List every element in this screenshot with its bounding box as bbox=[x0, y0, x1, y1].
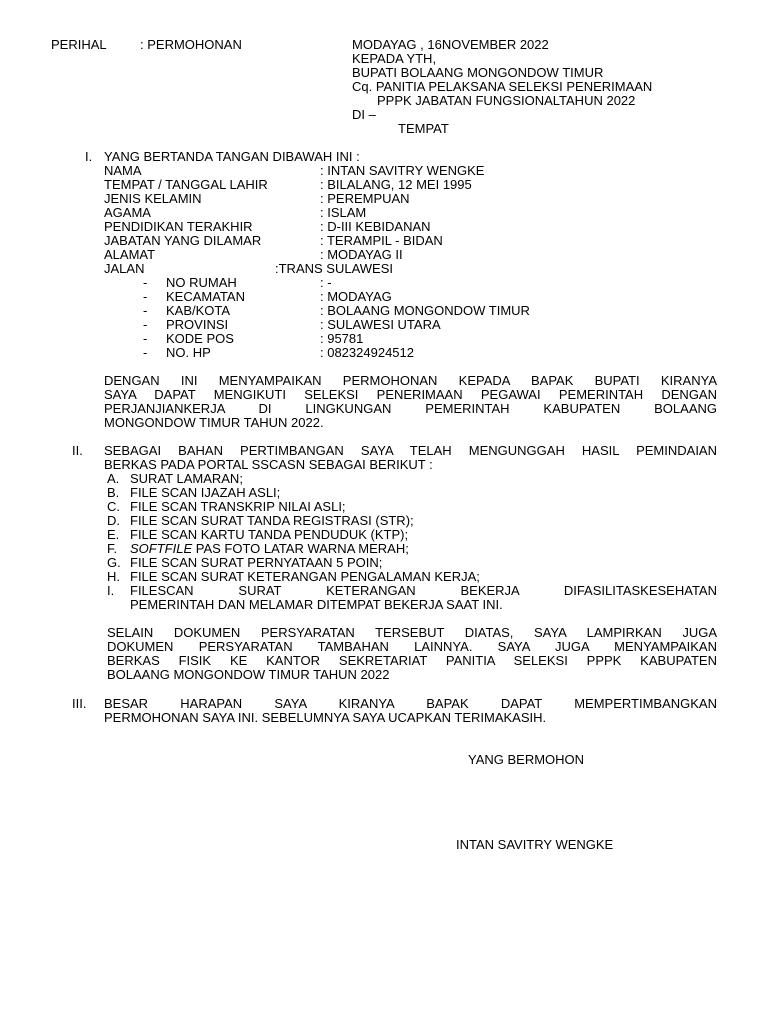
field-value: : D-III KEBIDANAN bbox=[320, 219, 431, 234]
recipient-line: KEPADA YTH, bbox=[352, 51, 437, 66]
field-label: ALAMAT bbox=[104, 247, 156, 262]
paragraph-line: PERJANJIANKERJA DI LINGKUNGAN PEMERINTAH KABUPATEN BOLAANG bbox=[104, 401, 717, 416]
perihal-label: PERIHAL bbox=[51, 37, 107, 52]
paragraph-line: BERKAS FISIK KE KANTOR SEKRETARIAT PANITIA SELEKSI PPPK KABUPATEN bbox=[107, 653, 717, 668]
address-dash: - bbox=[143, 275, 148, 290]
recipient-line: BUPATI BOLAANG MONGONDOW TIMUR bbox=[352, 65, 604, 80]
address-dash: - bbox=[143, 303, 148, 318]
list-item: FILE SCAN TRANSKRIP NILAI ASLI; bbox=[130, 499, 346, 514]
address-dash: - bbox=[143, 345, 148, 360]
paragraph-line: BOLAANG MONGONDOW TIMUR TAHUN 2022 bbox=[107, 667, 390, 682]
list-letter: F. bbox=[107, 541, 118, 556]
field-value: : ISLAM bbox=[320, 205, 367, 220]
field-label: PENDIDIKAN TERAKHIR bbox=[104, 219, 253, 234]
softfile-italic: SOFTFILE bbox=[130, 541, 193, 556]
letter-date: MODAYAG , 16NOVEMBER 2022 bbox=[352, 37, 549, 52]
address-value: : - bbox=[320, 275, 332, 290]
field-value: : INTAN SAVITRY WENGKE bbox=[320, 163, 485, 178]
address-dash: - bbox=[143, 317, 148, 332]
field-value: : MODAYAG II bbox=[320, 247, 403, 262]
list-letter: A. bbox=[107, 471, 120, 486]
section-3-line: PERMOHONAN SAYA INI. SEBELUMNYA SAYA UCAPKAN TERIMAKASIH. bbox=[104, 710, 547, 725]
section-2-intro: SEBAGAI BAHAN PERTIMBANGAN SAYA TELAH MENGUNGGAH HASIL PEMINDAIAN bbox=[104, 443, 717, 458]
jalan-value: :TRANS SULAWESI bbox=[275, 261, 393, 276]
list-letter: B. bbox=[107, 485, 120, 500]
perihal-value: : PERMOHONAN bbox=[140, 37, 242, 52]
section-1-intro: YANG BERTANDA TANGAN DIBAWAH INI : bbox=[104, 149, 360, 164]
recipient-line: TEMPAT bbox=[398, 121, 449, 136]
field-label: NAMA bbox=[104, 163, 142, 178]
field-label: JENIS KELAMIN bbox=[104, 191, 202, 206]
address-dash: - bbox=[143, 289, 148, 304]
list-item-text: PAS FOTO LATAR WARNA MERAH; bbox=[192, 541, 409, 556]
address-value: : 082324924512 bbox=[320, 345, 414, 360]
list-letter: C. bbox=[107, 499, 120, 514]
list-item: SURAT LAMARAN; bbox=[130, 471, 243, 486]
address-dash: - bbox=[143, 331, 148, 346]
address-label: PROVINSI bbox=[166, 317, 229, 332]
field-label: TEMPAT / TANGGAL LAHIR bbox=[104, 177, 268, 192]
recipient-line: PPPK JABATAN FUNGSIONALTAHUN 2022 bbox=[377, 93, 636, 108]
signatory-name: INTAN SAVITRY WENGKE bbox=[456, 837, 614, 852]
section-1-numeral: I. bbox=[85, 149, 93, 164]
field-value: : TERAMPIL - BIDAN bbox=[320, 233, 443, 248]
field-label: JABATAN YANG DILAMAR bbox=[104, 233, 262, 248]
paragraph-line: DENGAN INI MENYAMPAIKAN PERMOHONAN KEPADA BAPAK BUPATI KIRANYA bbox=[104, 373, 717, 388]
address-label: KODE POS bbox=[166, 331, 234, 346]
list-item: FILE SCAN SURAT KETERANGAN PENGALAMAN KERJA; bbox=[130, 569, 480, 584]
recipient-line: Cq. PANITIA PELAKSANA SELEKSI PENERIMAAN bbox=[352, 79, 653, 94]
list-item: FILE SCAN SURAT TANDA REGISTRASI (STR); bbox=[130, 513, 414, 528]
paragraph-line: SELAIN DOKUMEN PERSYARATAN TERSEBUT DIATAS, SAYA LAMPIRKAN JUGA bbox=[107, 625, 717, 640]
list-item: FILE SCAN IJAZAH ASLI; bbox=[130, 485, 281, 500]
list-letter: I. bbox=[107, 583, 115, 598]
list-item: FILE SCAN SURAT PERNYATAAN 5 POIN; bbox=[130, 555, 383, 570]
field-value: : PEREMPUAN bbox=[320, 191, 410, 206]
section-3-numeral: III. bbox=[72, 696, 87, 711]
section-2-intro: BERKAS PADA PORTAL SSCASN SEBAGAI BERIKUT : bbox=[104, 457, 433, 472]
paragraph-line: SAYA DAPAT MENGIKUTI SELEKSI PENERIMAAN PEGAWAI PEMERINTAH DENGAN bbox=[104, 387, 717, 402]
address-label: NO. HP bbox=[166, 345, 211, 360]
field-value: : BILALANG, 12 MEI 1995 bbox=[320, 177, 472, 192]
list-item: FILESCAN SURAT KETERANGAN BEKERJA DIFASILITASKESEHATAN bbox=[130, 583, 717, 598]
address-value: : MODAYAG bbox=[320, 289, 392, 304]
address-value: : 95781 bbox=[320, 331, 364, 346]
recipient-line: DI – bbox=[352, 107, 376, 122]
list-item-continuation: PEMERINTAH DAN MELAMAR DITEMPAT BEKERJA SAAT INI. bbox=[130, 597, 503, 612]
list-letter: G. bbox=[107, 555, 121, 570]
paragraph-line: MONGONDOW TIMUR TAHUN 2022. bbox=[104, 415, 324, 430]
list-letter: E. bbox=[107, 527, 120, 542]
closing-text: YANG BERMOHON bbox=[468, 752, 585, 767]
section-2-numeral: II. bbox=[72, 443, 83, 458]
section-3-line: BESAR HARAPAN SAYA KIRANYA BAPAK DAPAT MEMPERTIMBANGKAN bbox=[104, 696, 717, 711]
address-label: KAB/KOTA bbox=[166, 303, 231, 318]
paragraph-line: DOKUMEN PERSYARATAN TAMBAHAN LAINNYA. SAYA JUGA MENYAMPAIKAN bbox=[107, 639, 717, 654]
list-item bbox=[130, 542, 409, 556]
address-value: : BOLAANG MONGONDOW TIMUR bbox=[320, 303, 530, 318]
list-item: FILE SCAN KARTU TANDA PENDUDUK (KTP); bbox=[130, 527, 409, 542]
list-letter: D. bbox=[107, 513, 120, 528]
address-label: NO RUMAH bbox=[166, 275, 237, 290]
address-label: KECAMATAN bbox=[166, 289, 245, 304]
jalan-label: JALAN bbox=[104, 261, 145, 276]
field-label: AGAMA bbox=[104, 205, 151, 220]
address-value: : SULAWESI UTARA bbox=[320, 317, 441, 332]
list-letter: H. bbox=[107, 569, 120, 584]
